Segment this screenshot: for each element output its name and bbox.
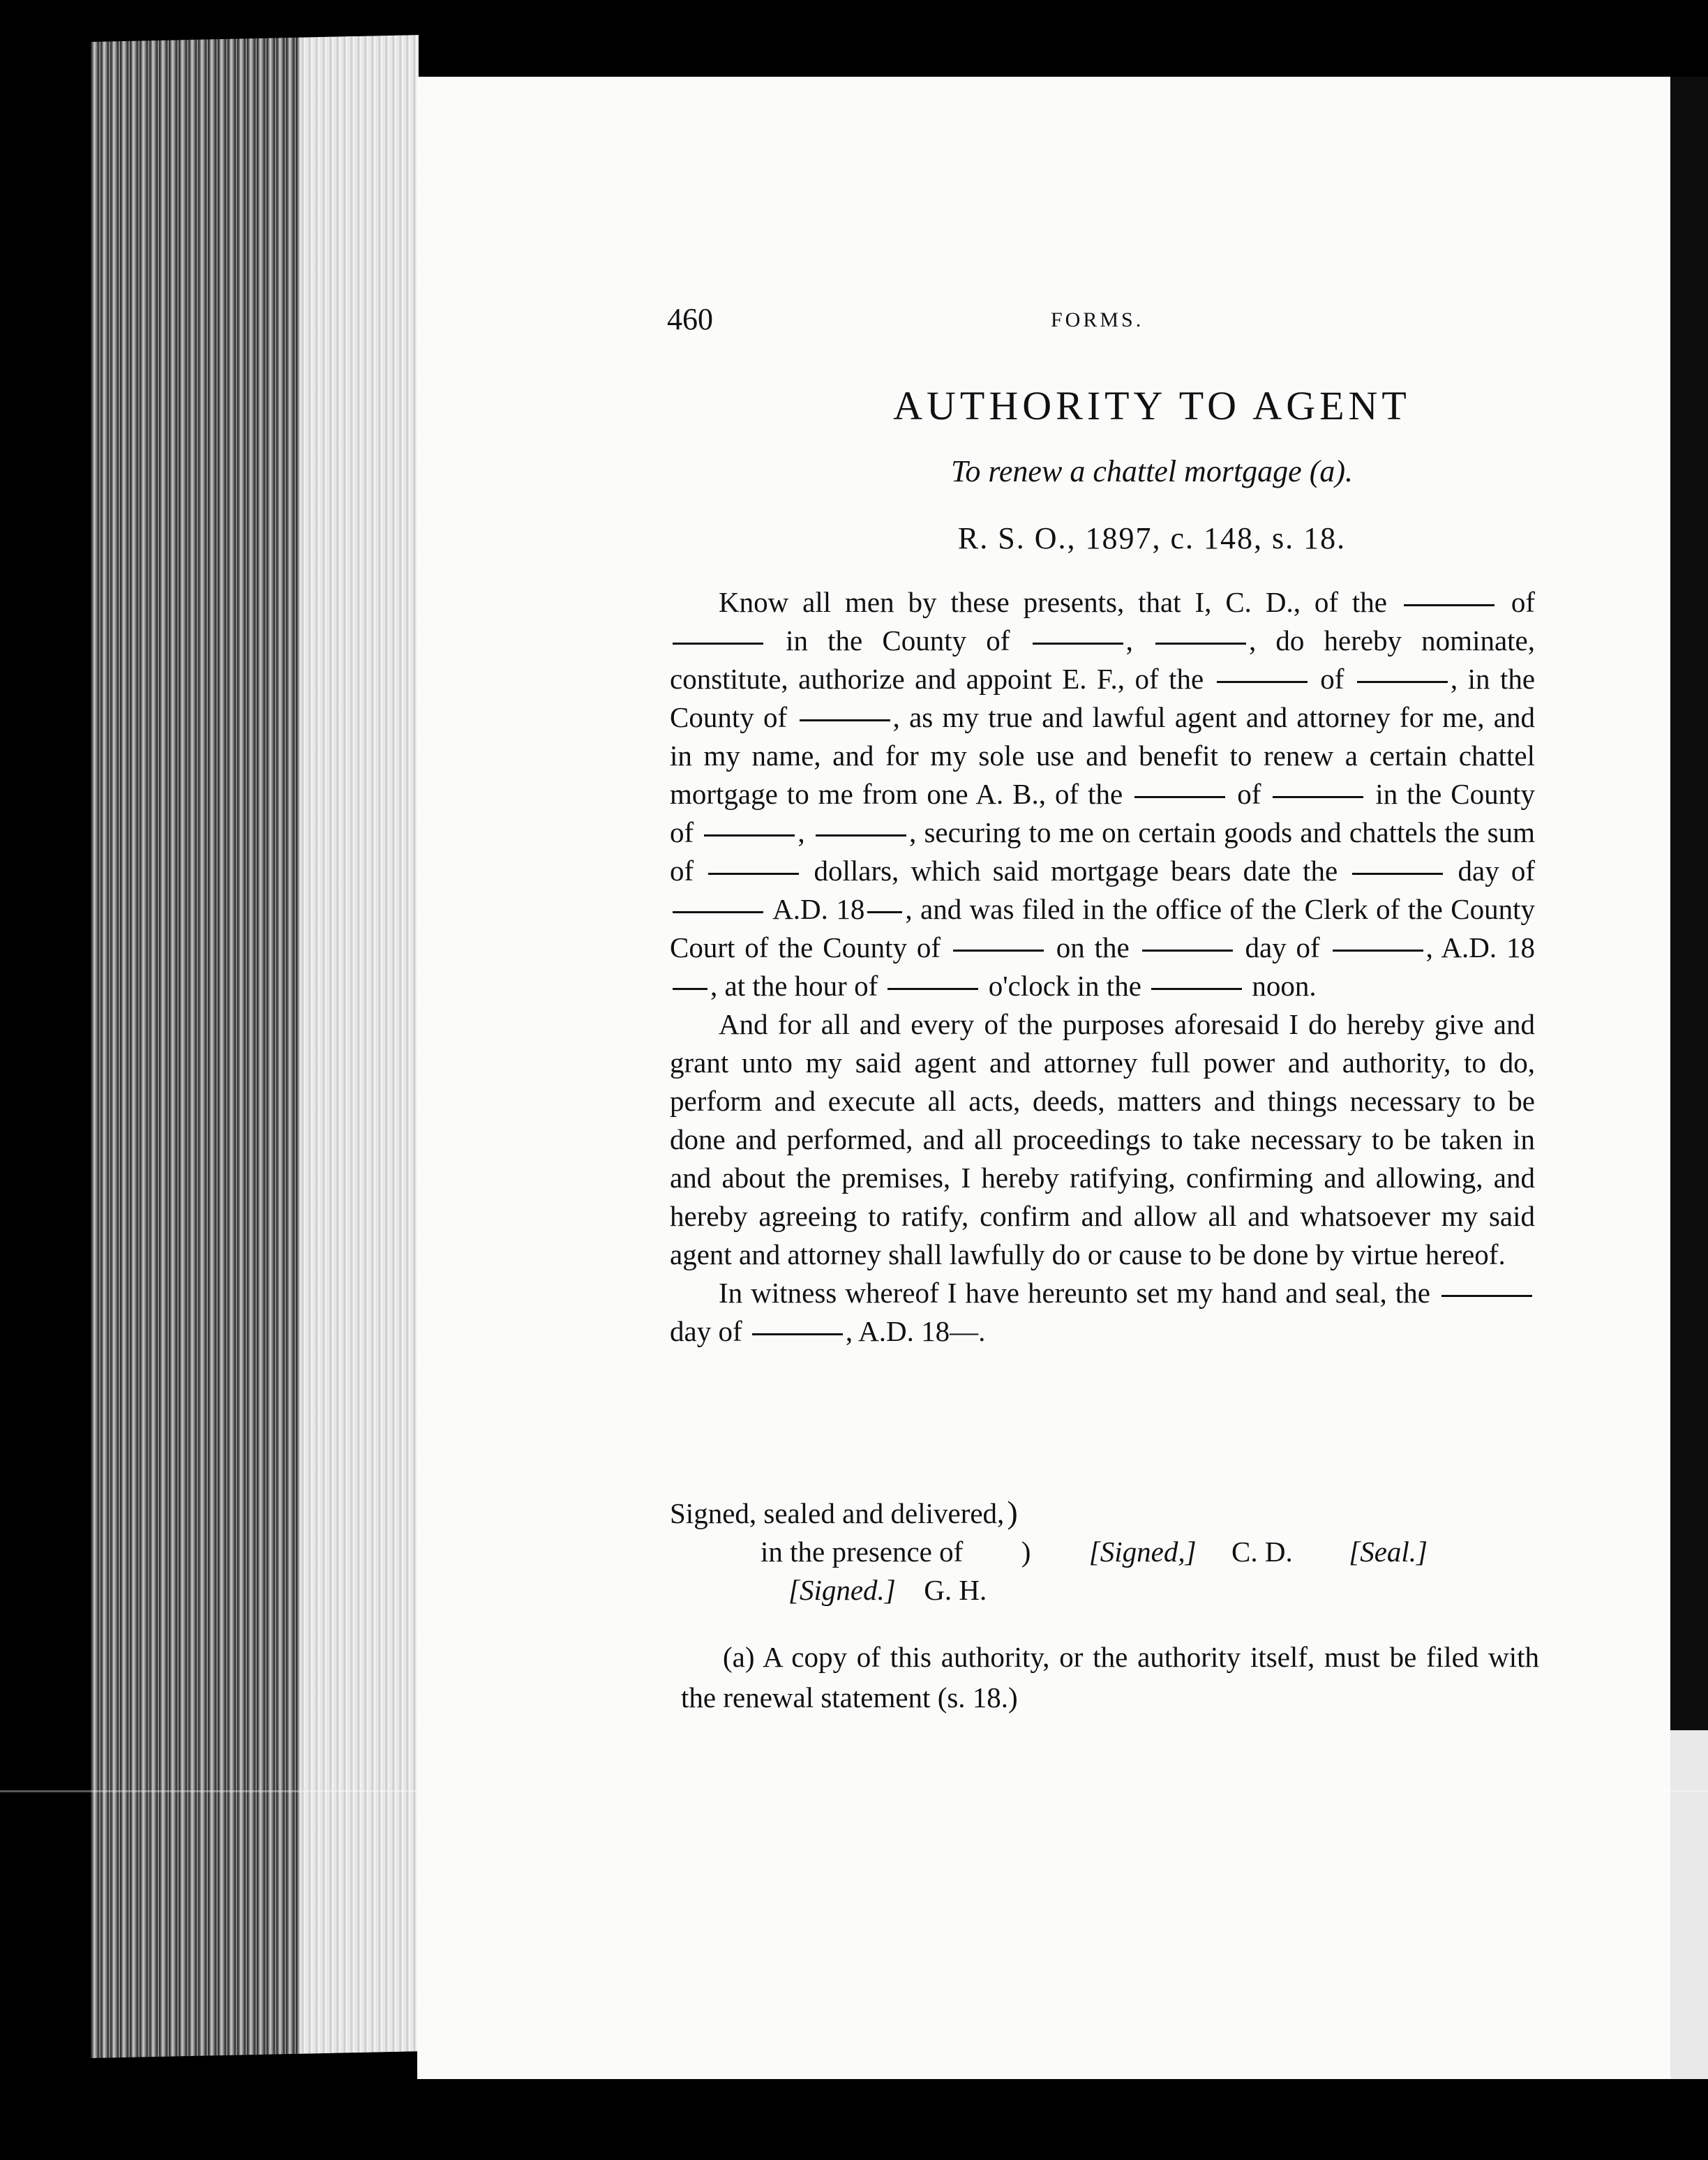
page-subtitle: To renew a chattel mortgage (a). <box>950 454 1354 488</box>
blank-line <box>673 988 707 990</box>
text-segment: , as my true and lawful agent and attorney for me, and in my name, and for my sole use and benefit to renew a certain chattel mortgage to me from one A. B., of the <box>670 701 1535 810</box>
text-segment: in the County of <box>786 624 1010 657</box>
signature-line-1 <box>670 1493 1535 1533</box>
blank-line <box>1333 950 1423 952</box>
text-segment: A.D. 18 <box>772 893 865 925</box>
text-segment: o'clock in the <box>988 970 1141 1002</box>
brace-glyph: ) <box>1021 1536 1031 1568</box>
blank-line <box>1151 988 1242 990</box>
running-head: FORMS. <box>1051 308 1144 331</box>
blank-line <box>1441 1295 1532 1297</box>
text-segment: day of <box>1245 931 1320 963</box>
blank-line <box>1352 873 1443 875</box>
blank-line <box>673 643 763 645</box>
paragraph-witness <box>670 1274 1535 1351</box>
text-segment: on the <box>1056 931 1130 963</box>
signed-sealed-delivered: Signed, sealed and delivered, <box>670 1497 1005 1529</box>
paragraph-powers: And for all and every of the purposes aforesaid I do hereby give and grant unto my said agent and attorney full power and authority, to do, perform and execute all acts, deeds, matters and things necessary to be done and performed, and all proceedings to take necessary to be taken in and about the premises, I hereby ratifying, confirming and allowing, and hereby agreeing to ratify, confirm and allow all and whatsoever my said agent and attorney shall lawfully do or cause to be done by virtue hereof. <box>670 1008 1535 1270</box>
paragraph-appointment <box>670 583 1535 1005</box>
text-segment: of <box>1320 663 1344 695</box>
text-segment: day of <box>1458 855 1536 887</box>
page-number: 460 <box>667 302 713 336</box>
text-segment: , and was filed in the office of the Clerk of the County Court of the County of <box>670 893 1535 963</box>
blank-line <box>1033 643 1123 645</box>
facing-page-edge-lower <box>1670 1730 1708 2079</box>
text-segment: of <box>1511 586 1536 618</box>
seal-label: [Seal.] <box>1349 1536 1428 1568</box>
blank-line <box>1357 681 1448 683</box>
blank-line <box>673 911 763 913</box>
form-body <box>670 583 1535 1351</box>
blank-line <box>1217 681 1308 683</box>
brace-glyph: ) <box>1007 1494 1018 1530</box>
text-segment: , at the hour of <box>710 970 878 1002</box>
text-segment: Know all men by these presents, that I, C. D., of the <box>719 586 1388 618</box>
text-segment: , securing to me on certain goods and chattels the sum of <box>670 816 1536 887</box>
signer-name: C. D. <box>1231 1536 1293 1568</box>
blank-line <box>1155 643 1246 645</box>
blank-line <box>704 834 795 837</box>
blank-line <box>816 834 906 837</box>
book-page-edges <box>91 35 419 2058</box>
signature-line-3 <box>670 1571 1535 1610</box>
text-segment: of <box>1237 778 1261 810</box>
blank-line <box>1404 604 1494 606</box>
witness-name: G. H. <box>924 1574 987 1606</box>
scan-artifact-line <box>0 1790 1708 1792</box>
text-segment: , do hereby nominate, constitute, authorize and appoint E. F., of the <box>670 624 1536 695</box>
footnote <box>681 1637 1539 1718</box>
blank-line <box>953 950 1044 952</box>
statute-citation: R. S. O., 1897, c. 148, s. 18. <box>957 521 1347 555</box>
text-segment: , <box>1125 624 1133 657</box>
blank-line <box>1134 796 1225 798</box>
signature-line-2 <box>670 1533 1535 1571</box>
text-segment: day of <box>670 1315 742 1347</box>
text-segment: dollars, which said mortgage bears date the <box>814 855 1338 887</box>
facing-page-edge <box>1670 77 1708 1730</box>
blank-line <box>800 719 890 721</box>
text-segment: noon. <box>1252 970 1317 1002</box>
footnote-text: (a) A copy of this authority, or the authority itself, must be filed with the renewal statement (s. 18.) <box>681 1641 1539 1713</box>
text-segment: , in the County of <box>670 663 1536 733</box>
witness-signed-label: [Signed.] <box>788 1574 896 1606</box>
blank-line <box>752 1333 843 1335</box>
text-segment: , A.D. 18—. <box>845 1315 986 1347</box>
blank-line <box>887 988 978 990</box>
text-segment: in the County of <box>670 778 1536 848</box>
page-title: AUTHORITY TO AGENT <box>893 383 1411 428</box>
signature-block <box>670 1493 1535 1610</box>
page-header <box>667 301 1546 343</box>
text-segment: , <box>797 816 805 848</box>
blank-line <box>1142 950 1233 952</box>
in-presence-of: in the presence of <box>761 1536 964 1568</box>
blank-line <box>867 911 902 913</box>
blank-line <box>708 873 799 875</box>
signed-label: [Signed,] <box>1088 1536 1197 1568</box>
blank-line <box>1273 796 1363 798</box>
text-segment: In witness whereof I have hereunto set my hand and seal, the <box>719 1277 1430 1309</box>
text-segment: , A.D. 18 <box>1425 931 1536 963</box>
